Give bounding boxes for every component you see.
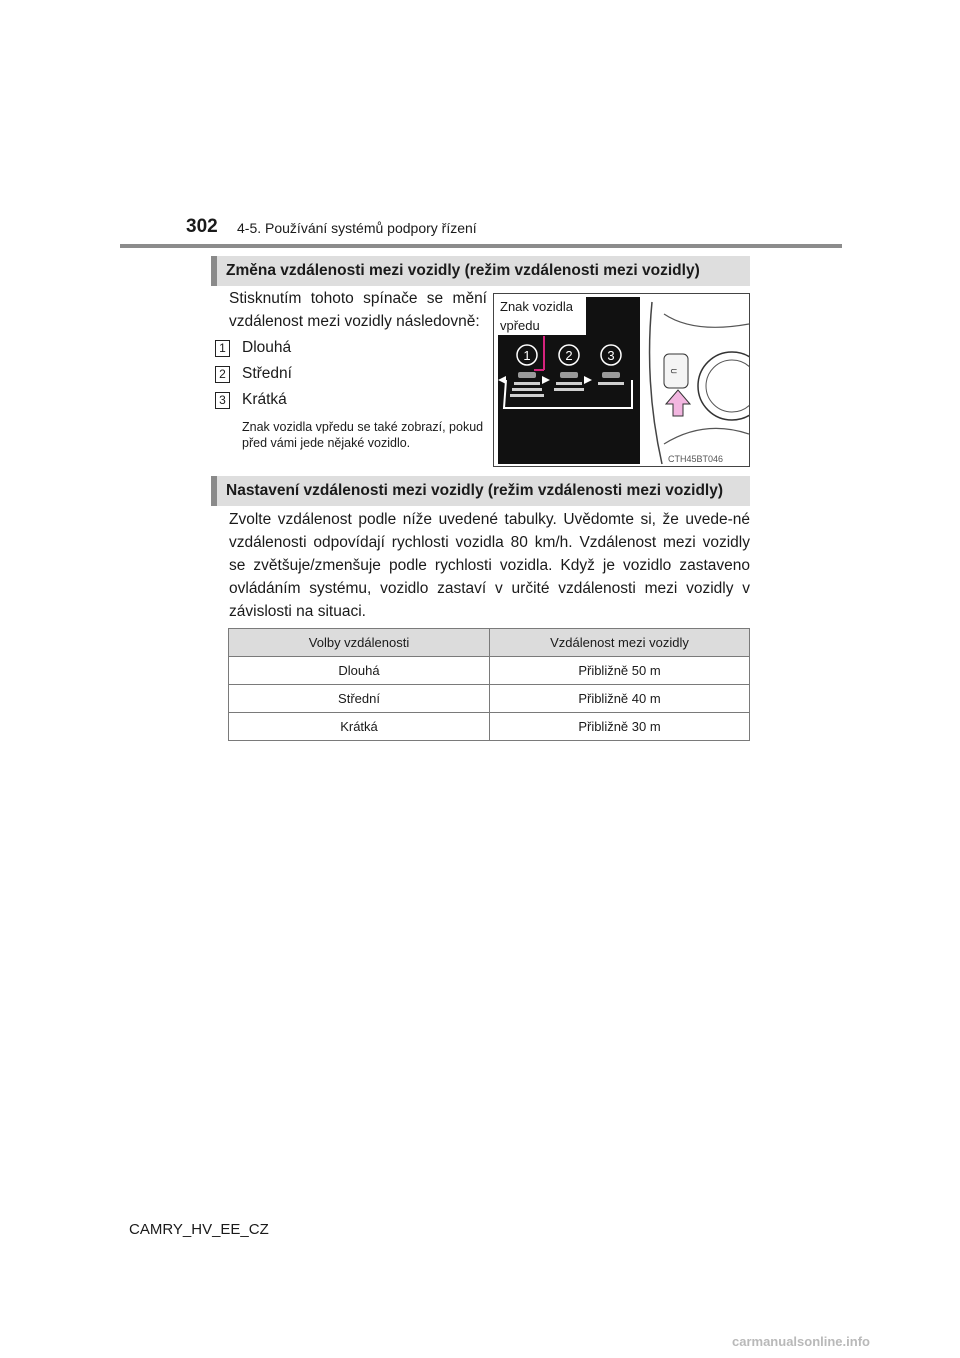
callout-line-1: Znak vozidla [500,299,573,314]
number-badge: 1 [215,340,230,357]
switch-icon: ⊂ [670,367,678,377]
marker-label-1: 1 [523,348,531,363]
steering-hub-inner [706,360,749,412]
table-cell: Přibližně 50 m [490,657,750,685]
callout-line-2: vpředu [500,318,540,333]
distance-switch-figure [493,293,750,467]
running-head: 4-5. Používání systémů podpory řízení [237,220,477,236]
dashboard-line [664,314,749,327]
list-item-label: Střední [242,365,292,382]
table-cell: Krátká [229,713,490,741]
table-cell: Dlouhá [229,657,490,685]
vehicle-icon-1 [518,372,536,378]
column-header: Volby vzdálenosti [229,629,490,657]
table-cell: Přibližně 40 m [490,685,750,713]
dashboard-line [664,428,749,444]
list-item-label: Dlouhá [242,339,292,356]
section-title-change-distance: Změna vzdálenosti mezi vozidly (režim vzdálenosti mezi vozidly) [211,256,750,286]
note-text: Znak vozidla vpředu se také zobrazí, pokud před vámi jede nějaké vozidlo. [242,420,484,450]
section-title-set-distance: Nastavení vzdálenosti mezi vozidly (režim vzdálenosti mezi vozidly) [211,476,750,506]
table-cell: Přibližně 30 m [490,713,750,741]
table-row [229,713,750,741]
body-paragraph: Zvolte vzdálenost podle níže uvedené tabulky. Uvědomte si, že uvede-né vzdálenosti odpovídají rychlosti vozidla 80 km/h. Vzdálenost mezi vozidly se zvětšuje/zmenšuje podle rychlosti vozidla. Když je vozidlo zastaveno ovládáním systému, vozidlo zastaví v určité vzdálenosti mezi vozidly v závislosti na situaci. [229,511,750,620]
header-rule [120,244,842,248]
watermark-link[interactable]: carmanualsonline.info [732,1334,870,1349]
bar-icon [598,382,624,385]
table-row [229,685,750,713]
column-header: Vzdálenost mezi vozidly [490,629,750,657]
figure-illustration [494,294,749,466]
table-cell: Střední [229,685,490,713]
distance-table [228,628,750,741]
table-header-row [229,629,750,657]
bar-icon [512,388,542,391]
vehicle-icon-3 [602,372,620,378]
number-badge: 2 [215,366,230,383]
list-item-label: Krátká [242,391,287,408]
press-arrow-icon [666,390,690,416]
dashboard-edge [650,302,662,464]
bar-icon [556,382,582,385]
bar-icon [510,394,544,397]
page-number: 302 [186,216,218,237]
marker-label-2: 2 [565,348,573,363]
bar-icon [514,382,540,385]
vehicle-icon-2 [560,372,578,378]
table-row [229,657,750,685]
figure-code: CTH45BT046 [668,454,724,464]
bar-icon [554,388,584,391]
intro-text: Stisknutím tohoto spínače se mění vzdálenost mezi vozidly následovně: [229,290,487,330]
footer-code: CAMRY_HV_EE_CZ [129,1221,269,1238]
marker-label-3: 3 [607,348,615,363]
number-badge: 3 [215,392,230,409]
